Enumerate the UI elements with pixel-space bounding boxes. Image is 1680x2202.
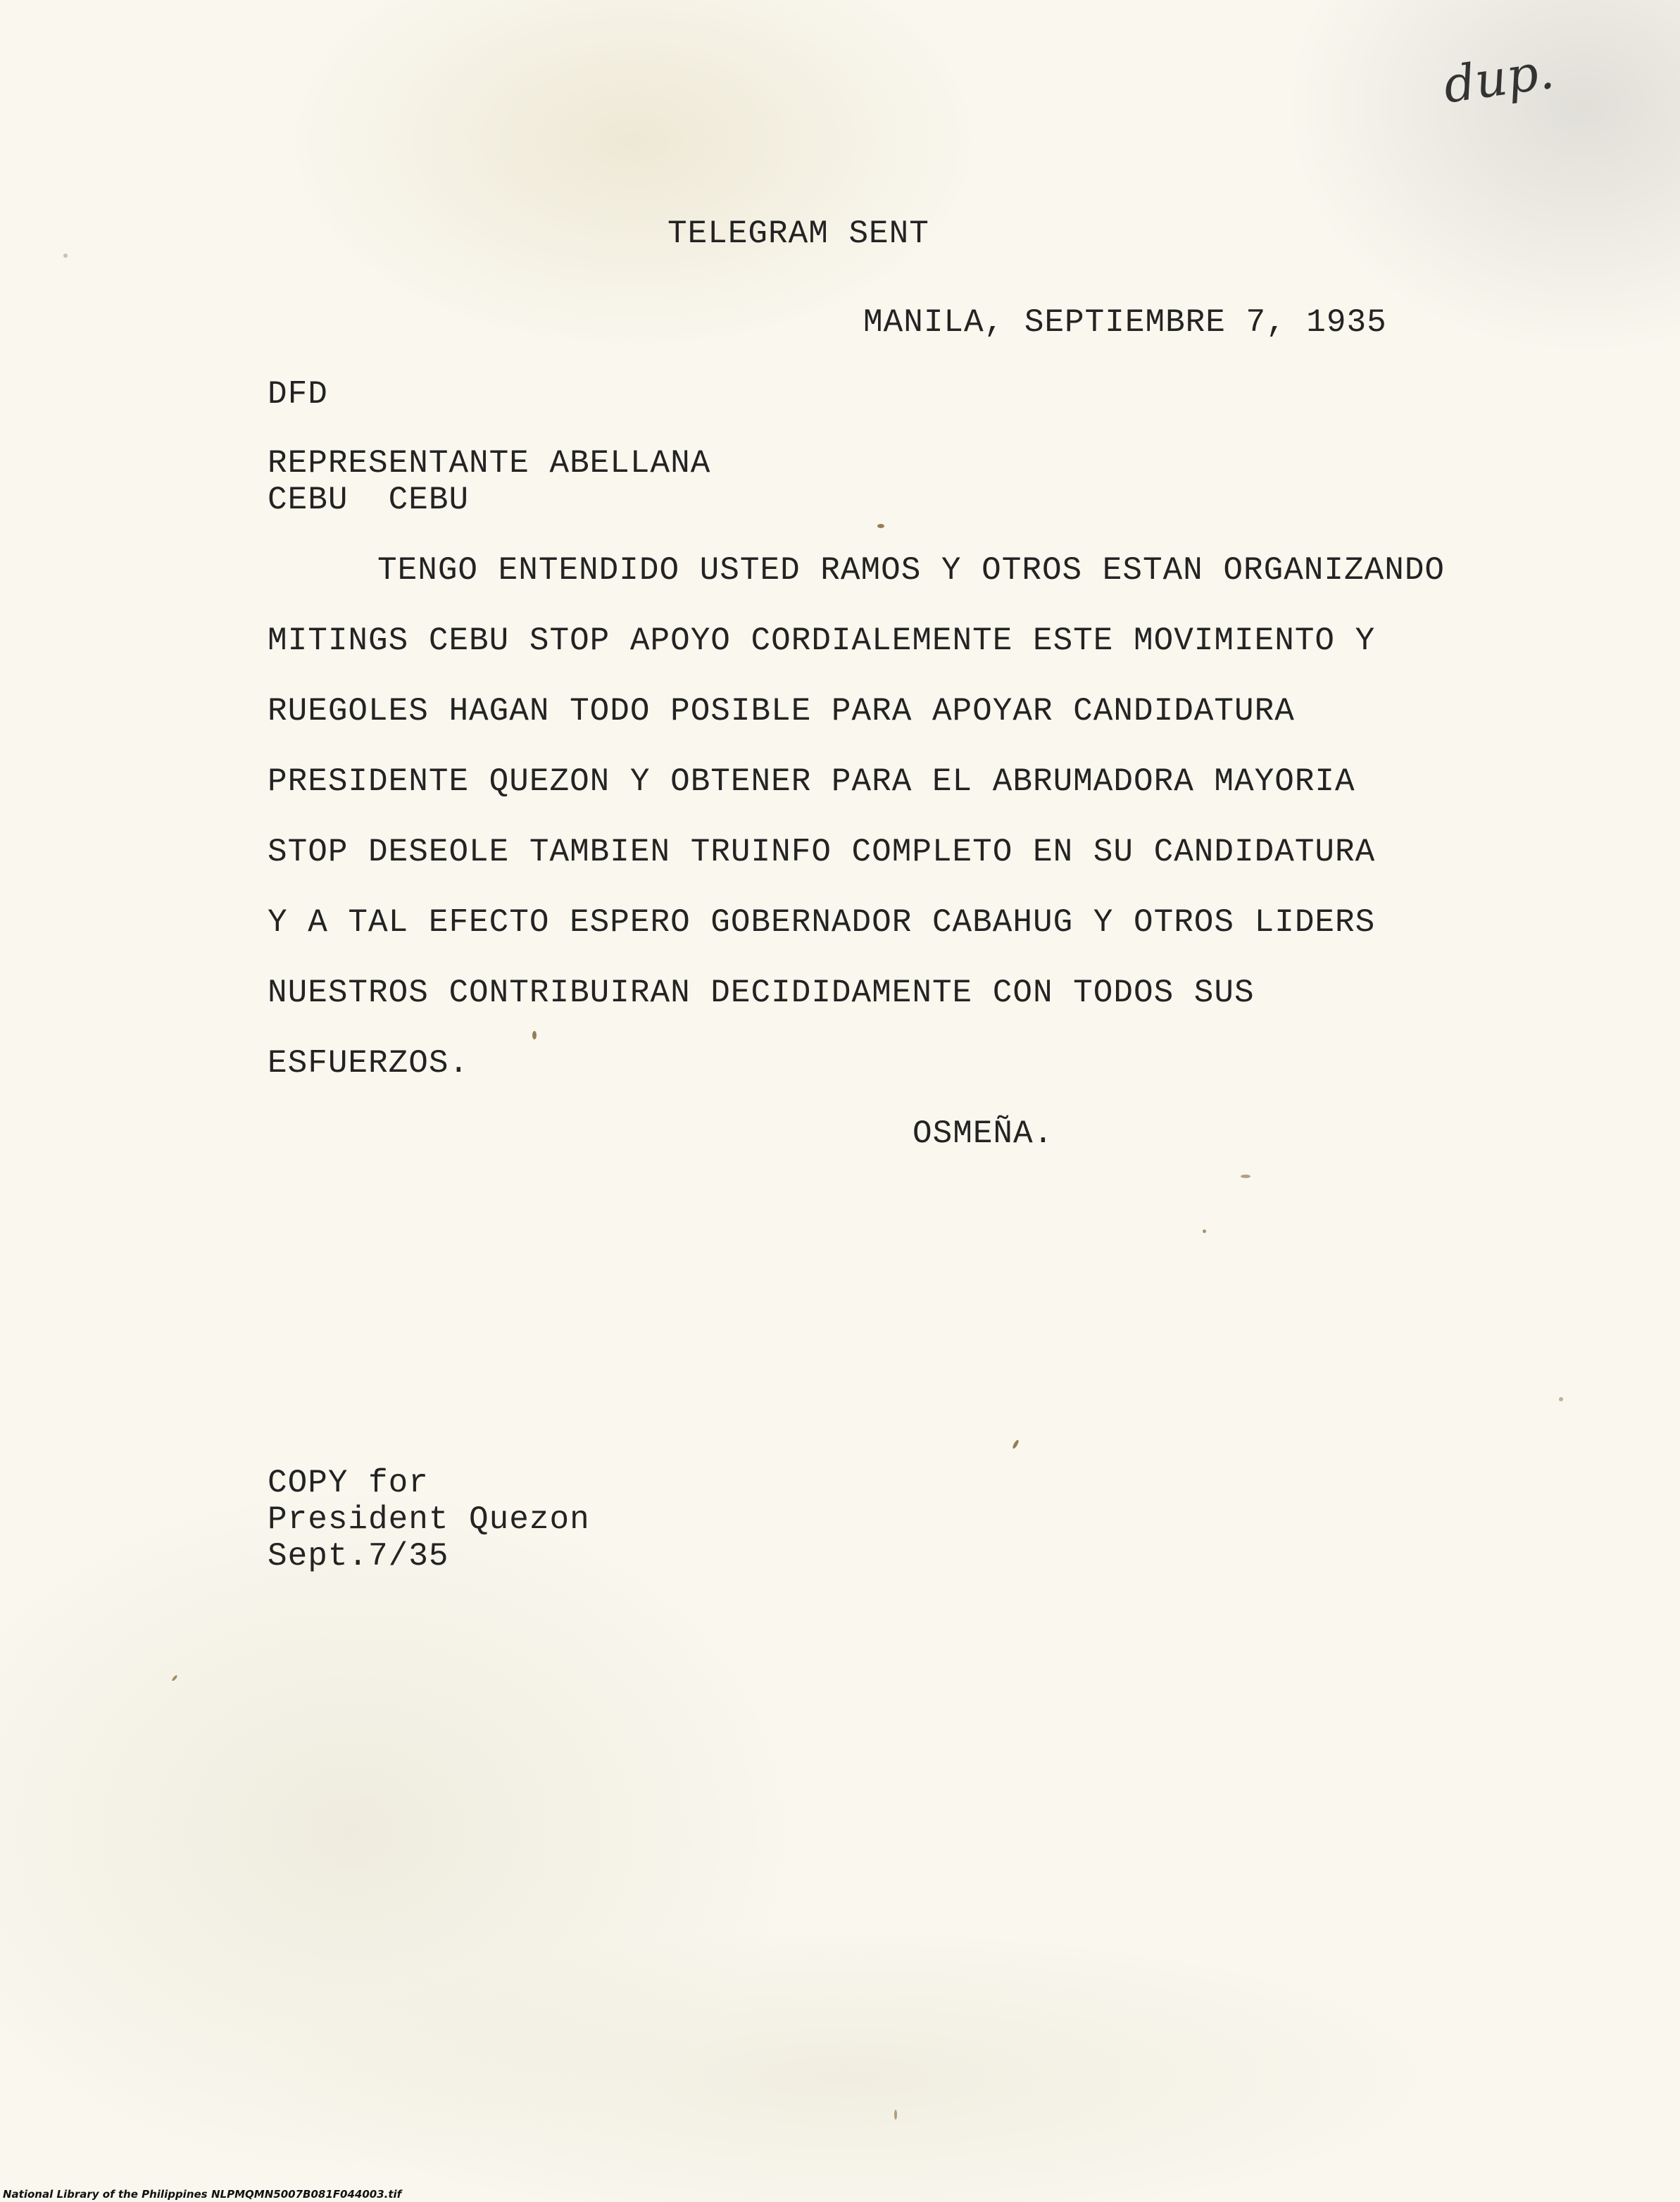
body-line: NUESTROS CONTRIBUIRAN DECIDIDAMENTE CON TODOS SUS (268, 975, 1255, 1011)
copy-note-line: COPY for (268, 1465, 429, 1501)
addressee-name: REPRESENTANTE ABELLANA (268, 445, 711, 482)
body-line: MITINGS CEBU STOP APOYO CORDIALEMENTE ESTE MOVIMIENTO Y (268, 623, 1376, 659)
telegram-code: DFD (268, 376, 328, 413)
paper-blemish (894, 2110, 897, 2120)
paper-blemish (1012, 1439, 1020, 1450)
body-line: STOP DESEOLE TAMBIEN TRUINFO COMPLETO EN SU CANDIDATURA (268, 834, 1376, 870)
paper-blemish (1241, 1175, 1250, 1178)
handwritten-note: dup. (1440, 42, 1557, 115)
paper-blemish (877, 524, 884, 528)
paper-blemish (1203, 1230, 1206, 1233)
paper-blemish (532, 1031, 537, 1039)
library-name: National Library of the Philippines (3, 2188, 208, 2201)
signature: OSMEÑA. (913, 1115, 1054, 1152)
addressee-location: CEBU CEBU (268, 482, 470, 518)
body-line: RUEGOLES HAGAN TODO POSIBLE PARA APOYAR CANDIDATURA (268, 693, 1295, 730)
body-line: Y A TAL EFECTO ESPERO GOBERNADOR CABAHUG Y OTROS LIDERS (268, 904, 1376, 941)
document-title: TELEGRAM SENT (667, 215, 929, 252)
place-date: MANILA, SEPTIEMBRE 7, 1935 (863, 304, 1387, 341)
archive-footer (0, 2186, 1680, 2202)
paper-blemish (1559, 1397, 1563, 1401)
paper-blemish (63, 254, 68, 258)
paper-blemish (171, 1675, 177, 1682)
copy-note-line: Sept.7/35 (268, 1538, 449, 1575)
copy-note-line: President Quezon (268, 1501, 590, 1538)
file-name: NLPMQMN5007B081F044003.tif (211, 2188, 402, 2201)
body-line: ESFUERZOS. (268, 1045, 470, 1082)
body-line: TENGO ENTENDIDO USTED RAMOS Y OTROS ESTAN ORGANIZANDO (377, 552, 1446, 589)
body-line: PRESIDENTE QUEZON Y OBTENER PARA EL ABRUMADORA MAYORIA (268, 763, 1355, 800)
